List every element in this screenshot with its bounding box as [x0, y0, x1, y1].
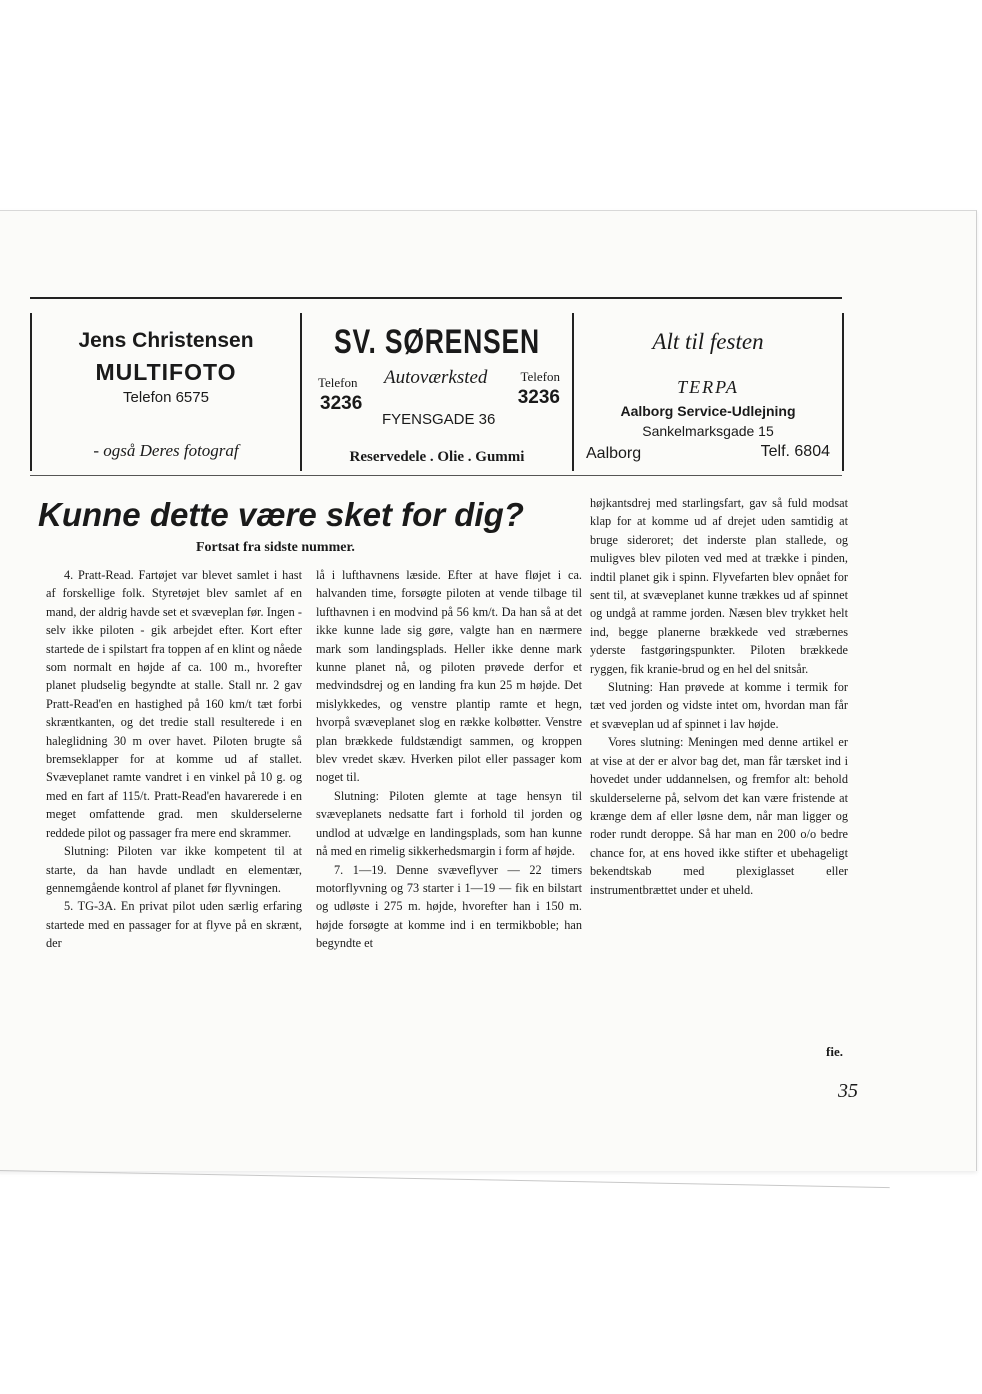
- page-number: 35: [838, 1080, 858, 1102]
- ad1-slogan: - også Deres fotograf: [93, 441, 239, 460]
- ad3-brand: TERPA: [677, 377, 739, 397]
- article-column-3: [590, 494, 848, 899]
- ad2-trade: Autoværksted: [384, 367, 488, 388]
- paragraph: Slutning: Piloten glemte at tage hensyn til svæveplanets nedsatte fart i forhold til jorden og undlod at udvælge en landingsplads, som han kunne nå med en rimelig sikkerhedsmargin i form af højde.: [316, 788, 582, 859]
- ad3-phone: Telf. 6804: [760, 443, 830, 460]
- article-subhead: Fortsat fra sidste nummer.: [196, 540, 355, 555]
- ad-multifoto: [30, 313, 300, 471]
- ad2-street: FYENSGADE 36: [382, 411, 496, 428]
- ad2-phone-label-left: Telefon: [318, 375, 358, 390]
- paragraph: 5. TG-3A. En privat pilot uden særlig erfaring startede med en passager for at flyve på en skrænt, der: [46, 899, 302, 951]
- ad2-goods: Reservedele . Olie . Gummi: [349, 449, 525, 465]
- ad2-phone-number-left: 3236: [320, 393, 363, 414]
- article-headline: Kunne dette være sket for dig?: [38, 496, 524, 533]
- article-column-2: [316, 566, 582, 953]
- advertisement-strip: [30, 297, 842, 476]
- ad3-city: Aalborg: [586, 445, 642, 462]
- article-column-1: [46, 566, 302, 953]
- paragraph: Slutning: Han prøvede at komme i termik for tæt ved jorden og vidste intet om, hvordan man får et svæveplan ud af spinnet i lav højde.: [590, 680, 848, 731]
- ad3-tagline: Alt til festen: [652, 329, 764, 354]
- ad1-business: MULTIFOTO: [95, 359, 237, 385]
- ad1-name: Jens Christensen: [78, 329, 254, 352]
- paragraph: lå i lufthavnens læside. Efter at have fløjet i ca. halvanden time, forsøgte piloten at vende tilbage til lufthavnen i en modvind på 56 km/t. Da han så at det ikke kunne lade sig gøre, valgte han en nærmere mark som landingsplads. Heller ikke denne mark kunne planet nå, og piloten prøvede derfor et medvindsdrej og en landing fra kun 25 m højde. Det mislykkedes, og venstre plantip ramte et hegn, hvorpå svæveplanet slog en række kolbøtter. Venstre plan brækkede fuldstændigt sammen, og kroppen blev vredet skæv. Hverken pilot eller passager kom noget til.: [316, 568, 582, 785]
- paragraph: Vores slutning: Meningen med denne artikel er at vise at der er alvor bag det, man får tærsket ind i hovedet under uddannelsen, og fremfor alt: behold skulderselerne på, selvom det kan være fristende at krænge dem af eller løsne dem, når man ligger og roder rundt deroppe. Så har man en 200 o/o bedre chance for, at ens hoved ikke stifter et ubehageligt bekendtskab med plexiglasset eller instrumentbrættet under et uheld.: [590, 735, 848, 897]
- article-signature: fie.: [826, 1044, 843, 1059]
- ad2-phone-label-right: Telefon: [520, 369, 560, 384]
- page-edge-shadow: [0, 1170, 890, 1228]
- ad-terpa: [572, 313, 844, 471]
- paragraph: 4. Pratt-Read. Fartøjet var blevet samlet i hast af forskellige folk. Styretøjet blev samlet af en mand, der aldrig havde set et svæveplan før. Ingen - selv ikke piloten - gik arbejdet efter. Kort efter startede de i spilstart fra toppen af en klint og nåede som normalt en højde af ca. 100 m., hvorefter planet pludselig begyndte at stalle. Stall nr. 2 gav Pratt-Read'en en hastighed på 160 km/t tæt forbi skræntkanten, og det tredie stall resulterede i en haleglidning 30 m over havet. Piloten brugte så bremseklapper for at komme ud af stallet. Svæveplanet ramte vandret i en vinkel på 10 g. og med en fart af 115/t. Pratt-Read'en havarerede i en meget omfattende grad. men skulderselerne reddede pilot og passager fra mere end skrammer.: [46, 568, 302, 840]
- ad2-name: SV. SØRENSEN: [334, 323, 540, 361]
- paragraph: 7. 1—19. Denne svæveflyver — 22 timers motorflyvning og 73 starter i 1—19 — fik en bilstart og udløste i 275 m. højde, hvorefter han i 150 m. højde forsøgte at komme ind i en termikboble; han begyndte et: [316, 862, 582, 951]
- ad1-phone: Telefon 6575: [123, 389, 209, 406]
- paragraph: Slutning: Piloten var ikke kompetent til at starte, da han havde undladt en elementær, gennemgående kontrol af planet før flyvningen.: [46, 844, 302, 895]
- paragraph: højkantsdrej med starlingsfart, gav så fuld modsat klap for at komme ud af drejet uden samtidig at bruge sideroret; det inderste plan stallede, og muligves blev piloten ved med at trække i pinden, indtil planet gik i spinn. Flyvefarten blev opnået for sent til, at svæveplanet kunne trækkes ud af spinnet og undgå at ramme jorden. Næsen blev trykket helt ind, begge planerne brækkede ved stræbernes yderste fastgøringspunkter. Piloten brækkede ryggen, fik kranie-brud og en hel del snitsår.: [590, 496, 848, 676]
- ad3-company: Aalborg Service-Udlejning: [620, 403, 796, 419]
- ad2-phone-number-right: 3236: [517, 387, 560, 408]
- ad3-street: Sankelmarksgade 15: [642, 423, 774, 439]
- ad-sorensen: [300, 313, 572, 471]
